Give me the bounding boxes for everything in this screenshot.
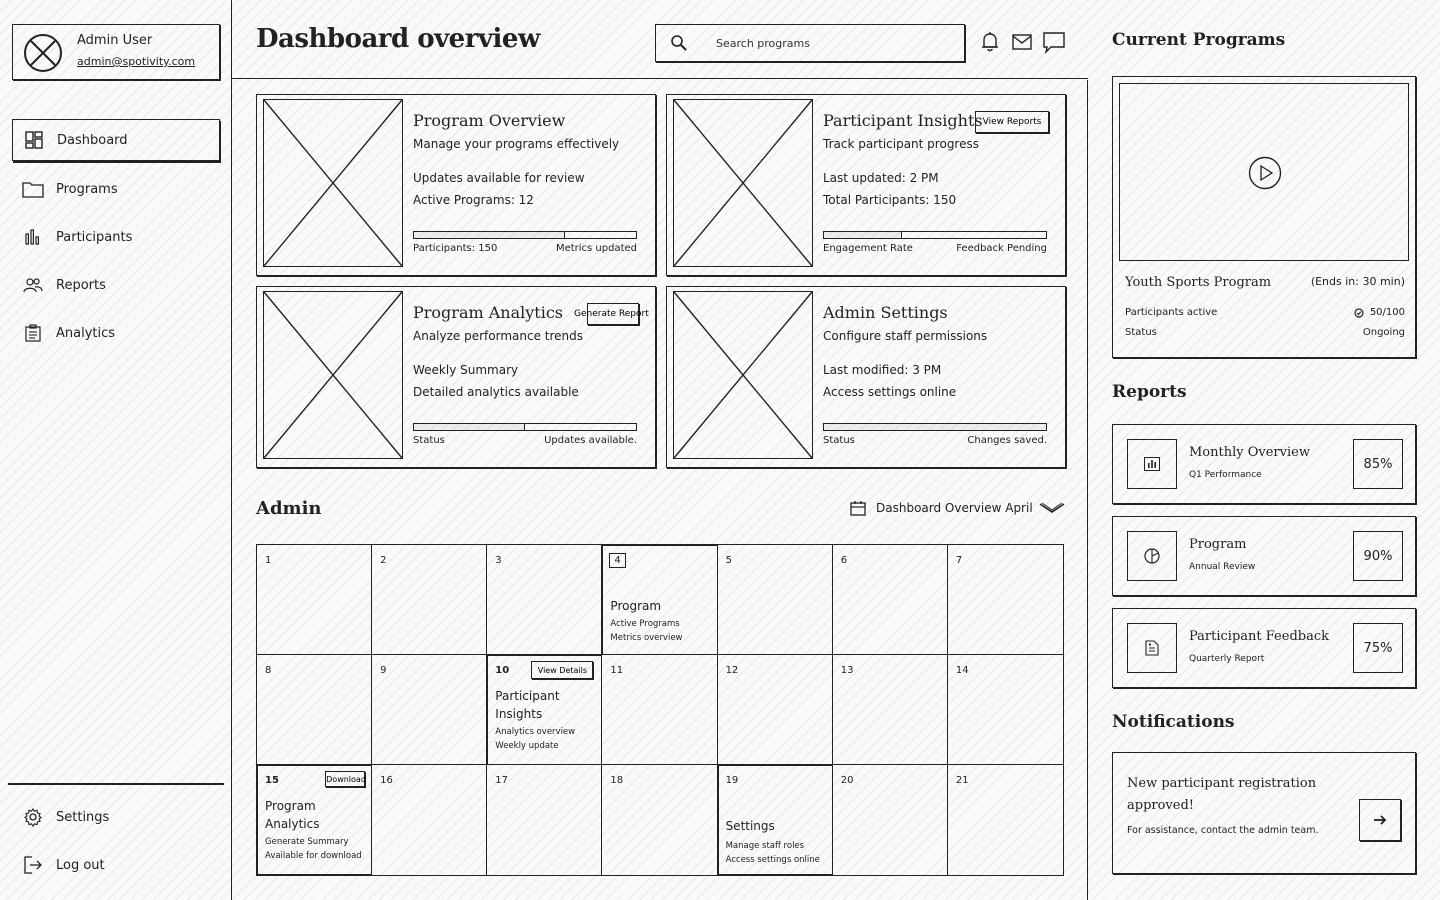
search-bar[interactable] [655,24,965,62]
card-line: Active Programs: 12 [413,193,534,207]
sidebar-item-label: Dashboard [57,132,128,148]
calendar-day[interactable] [487,655,602,765]
current-program-card[interactable] [1112,76,1416,358]
calendar-day-number: 16 [380,775,393,786]
progress-bar [823,231,1047,239]
report-percentage: 90% [1353,531,1403,581]
calendar-event-title: Program Analytics [265,799,320,831]
calendar-day-number: 20 [840,775,854,786]
logout-label: Log out [56,857,105,873]
calendar-month-picker[interactable] [850,500,1065,516]
arrow-right-icon [1373,814,1387,826]
calendar-day[interactable] [948,545,1063,655]
calendar-event-detail: Active Programs [610,619,680,629]
calendar-event-detail: Manage staff roles [725,841,805,851]
notification-title: New participant registration approved! [1127,776,1317,813]
search-icon [670,34,688,52]
sidebar-divider [8,783,224,785]
logout-icon [22,854,44,876]
card-line: Last updated: 2 PM [823,171,939,185]
calendar-event-detail: Metrics overview [610,633,683,643]
calendar-day[interactable] [602,765,717,875]
card-program-analytics[interactable] [256,286,656,468]
main-content [232,80,1088,900]
search-input[interactable] [716,37,936,50]
card-subtitle: Manage your programs effectively [413,137,620,151]
progress-fill [824,232,902,238]
calendar-event-title: Participant Insights [495,689,560,721]
avatar [23,33,63,73]
program-ends: (Ends in: 30 min) [1310,275,1405,288]
video-player[interactable] [1119,83,1409,261]
calendar-day[interactable] [718,655,833,765]
settings-label: Settings [56,809,110,825]
chat-icon[interactable] [1042,30,1066,54]
bar-label-right: Feedback Pending [956,243,1047,254]
bar-label-right: Changes saved. [967,435,1047,446]
calendar-day-number: 19 [725,775,739,786]
calendar-day[interactable] [372,765,487,875]
calendar-day[interactable] [948,765,1063,875]
sidebar-item-analytics[interactable] [12,312,220,354]
calendar-day[interactable] [833,545,948,655]
bar-label-right: Metrics updated [555,243,637,254]
user-profile-card[interactable] [12,24,220,80]
bar-label-left: Status [413,435,445,446]
sidebar-item-reports[interactable] [12,264,220,306]
right-panel [1088,0,1440,900]
calendar-grid [256,544,1064,876]
sidebar [0,0,232,900]
download-button[interactable]: Download [325,771,365,787]
calendar-day-number: 21 [955,775,969,786]
logout-button[interactable] [12,844,220,886]
calendar-day[interactable] [257,545,372,655]
check-circle-icon [1354,308,1364,318]
section-title-notifications: Notifications [1112,712,1235,732]
calendar-picker-label: Dashboard Overview April [876,501,1033,515]
card-title: Participant Insights [823,111,983,130]
calendar-day-number: 1 [265,555,272,566]
card-subtitle: Analyze performance trends [413,329,583,343]
sidebar-item-label: Analytics [56,325,116,341]
calendar-day-number: 7 [955,555,963,566]
settings-button[interactable] [12,796,220,838]
sidebar-item-programs[interactable] [12,168,220,210]
calendar-day-number: 11 [610,665,624,676]
card-title: Program Overview [413,111,566,130]
calendar-day[interactable] [487,545,602,655]
bar-chart-icon [1127,439,1177,489]
calendar-day[interactable] [602,655,717,765]
card-admin-settings[interactable] [666,286,1066,468]
report-percentage: 75% [1353,623,1403,673]
calendar-event-title: Program [610,599,662,613]
bar-label-left: Status [823,435,855,446]
calendar-day-number: 4 [609,553,625,568]
card-program-overview[interactable] [256,94,656,276]
page-title: Dashboard overview [256,24,540,54]
bar-chart-icon [22,226,44,248]
sidebar-item-label: Reports [56,277,106,293]
participants-active-value [1354,307,1405,318]
user-name: Admin User [77,33,153,48]
section-title-admin: Admin [256,498,322,519]
status-label: Status [1125,327,1157,338]
participants-active-label: Participants active [1125,307,1218,318]
calendar-day-number: 6 [840,555,848,566]
mail-icon[interactable] [1010,30,1034,54]
calendar-day-number: 14 [955,665,969,676]
image-placeholder [673,99,813,267]
report-subtitle: Annual Review [1189,562,1256,572]
participants-active-count: 50/100 [1369,307,1405,318]
view-details-button[interactable]: View Details [531,661,593,679]
report-card-monthly-overview[interactable] [1112,424,1416,504]
image-placeholder [263,291,403,459]
calendar-day-number: 3 [495,555,502,566]
calendar-day-number: 15 [265,775,279,786]
notification-text: For assistance, contact the admin team. [1127,825,1319,836]
report-name: Program [1189,537,1247,552]
calendar-event-title: Settings [725,819,775,833]
sidebar-item-dashboard[interactable] [12,119,220,161]
progress-bar [413,423,637,431]
card-participant-insights[interactable] [666,94,1066,276]
calendar-day[interactable] [833,765,948,875]
dashboard-icon [23,129,45,151]
calendar-day-number: 9 [380,665,387,676]
report-subtitle: Q1 Performance [1189,470,1262,480]
clipboard-icon [22,322,44,344]
calendar-day[interactable] [833,655,948,765]
calendar-event-detail: Analytics overview [495,727,576,737]
bar-label-left: Engagement Rate [823,243,913,254]
calendar-day[interactable] [257,765,372,875]
report-name: Monthly Overview [1189,445,1310,460]
calendar-event-detail: Generate Summary [265,837,349,847]
user-email[interactable]: admin@spotivity.com [77,55,196,68]
sidebar-item-participants[interactable] [12,216,220,258]
users-icon [22,274,44,296]
pie-chart-icon [1127,531,1177,581]
calendar-day-number: 12 [725,665,739,676]
bar-label-right: Updates available. [544,435,637,446]
calendar-day[interactable] [602,545,717,655]
top-header [232,0,1088,79]
image-placeholder [673,291,813,459]
calendar-day[interactable] [718,545,833,655]
report-card-program[interactable] [1112,516,1416,596]
card-title: Admin Settings [823,303,948,322]
sidebar-item-label: Programs [56,181,118,197]
notification-card[interactable] [1112,752,1416,874]
calendar-day[interactable] [372,655,487,765]
report-percentage: 85% [1353,439,1403,489]
calendar-day-number: 10 [495,665,510,676]
gear-icon [22,806,44,828]
document-icon [1127,623,1177,673]
card-line: Updates available for review [413,171,585,185]
folder-icon [22,178,44,200]
view-reports-button[interactable]: View Reports [975,111,1049,133]
program-name: Youth Sports Program [1125,275,1272,290]
calendar-day-number: 13 [840,665,854,676]
card-line: Last modified: 3 PM [823,363,942,377]
play-icon[interactable] [1248,156,1282,190]
calendar-day-number: 17 [495,775,509,786]
card-subtitle: Track participant progress [823,137,979,151]
image-placeholder [263,99,403,267]
calendar-event-detail: Available for download [265,851,362,861]
section-title-reports: Reports [1112,382,1187,402]
calendar-day[interactable] [372,545,487,655]
progress-fill [824,424,1046,430]
card-line: Weekly Summary [413,363,519,377]
progress-fill [414,232,565,238]
notification-open-button[interactable] [1359,799,1401,841]
section-title-current-programs: Current Programs [1112,30,1286,50]
card-title: Program Analytics [413,303,564,322]
calendar-day-number: 8 [265,665,272,676]
calendar-icon [850,500,866,516]
status-value: Ongoing [1362,327,1405,338]
progress-fill [414,424,525,430]
progress-bar [413,231,637,239]
card-line: Access settings online [823,385,957,399]
card-subtitle: Configure staff permissions [823,329,988,343]
calendar-event-detail: Weekly update [495,741,559,751]
calendar-day[interactable] [487,765,602,875]
card-line: Total Participants: 150 [823,193,957,207]
sidebar-item-label: Participants [56,229,133,245]
report-name: Participant Feedback [1189,629,1329,644]
calendar-day[interactable] [948,655,1063,765]
calendar-day-number: 18 [610,775,624,786]
card-line: Detailed analytics available [413,385,579,399]
bar-label-left: Participants: 150 [413,243,498,254]
chevron-down-icon [1039,502,1065,514]
calendar-event-detail: Access settings online [725,855,820,865]
report-subtitle: Quarterly Report [1189,654,1265,664]
generate-report-button[interactable]: Generate Report [587,303,639,325]
bell-icon[interactable] [978,30,1002,54]
calendar-day[interactable] [718,765,833,875]
calendar-day-number: 5 [725,555,732,566]
report-card-participant-feedback[interactable] [1112,608,1416,688]
calendar-day[interactable] [257,655,372,765]
calendar-day-number: 2 [380,555,387,566]
progress-bar [823,423,1047,431]
